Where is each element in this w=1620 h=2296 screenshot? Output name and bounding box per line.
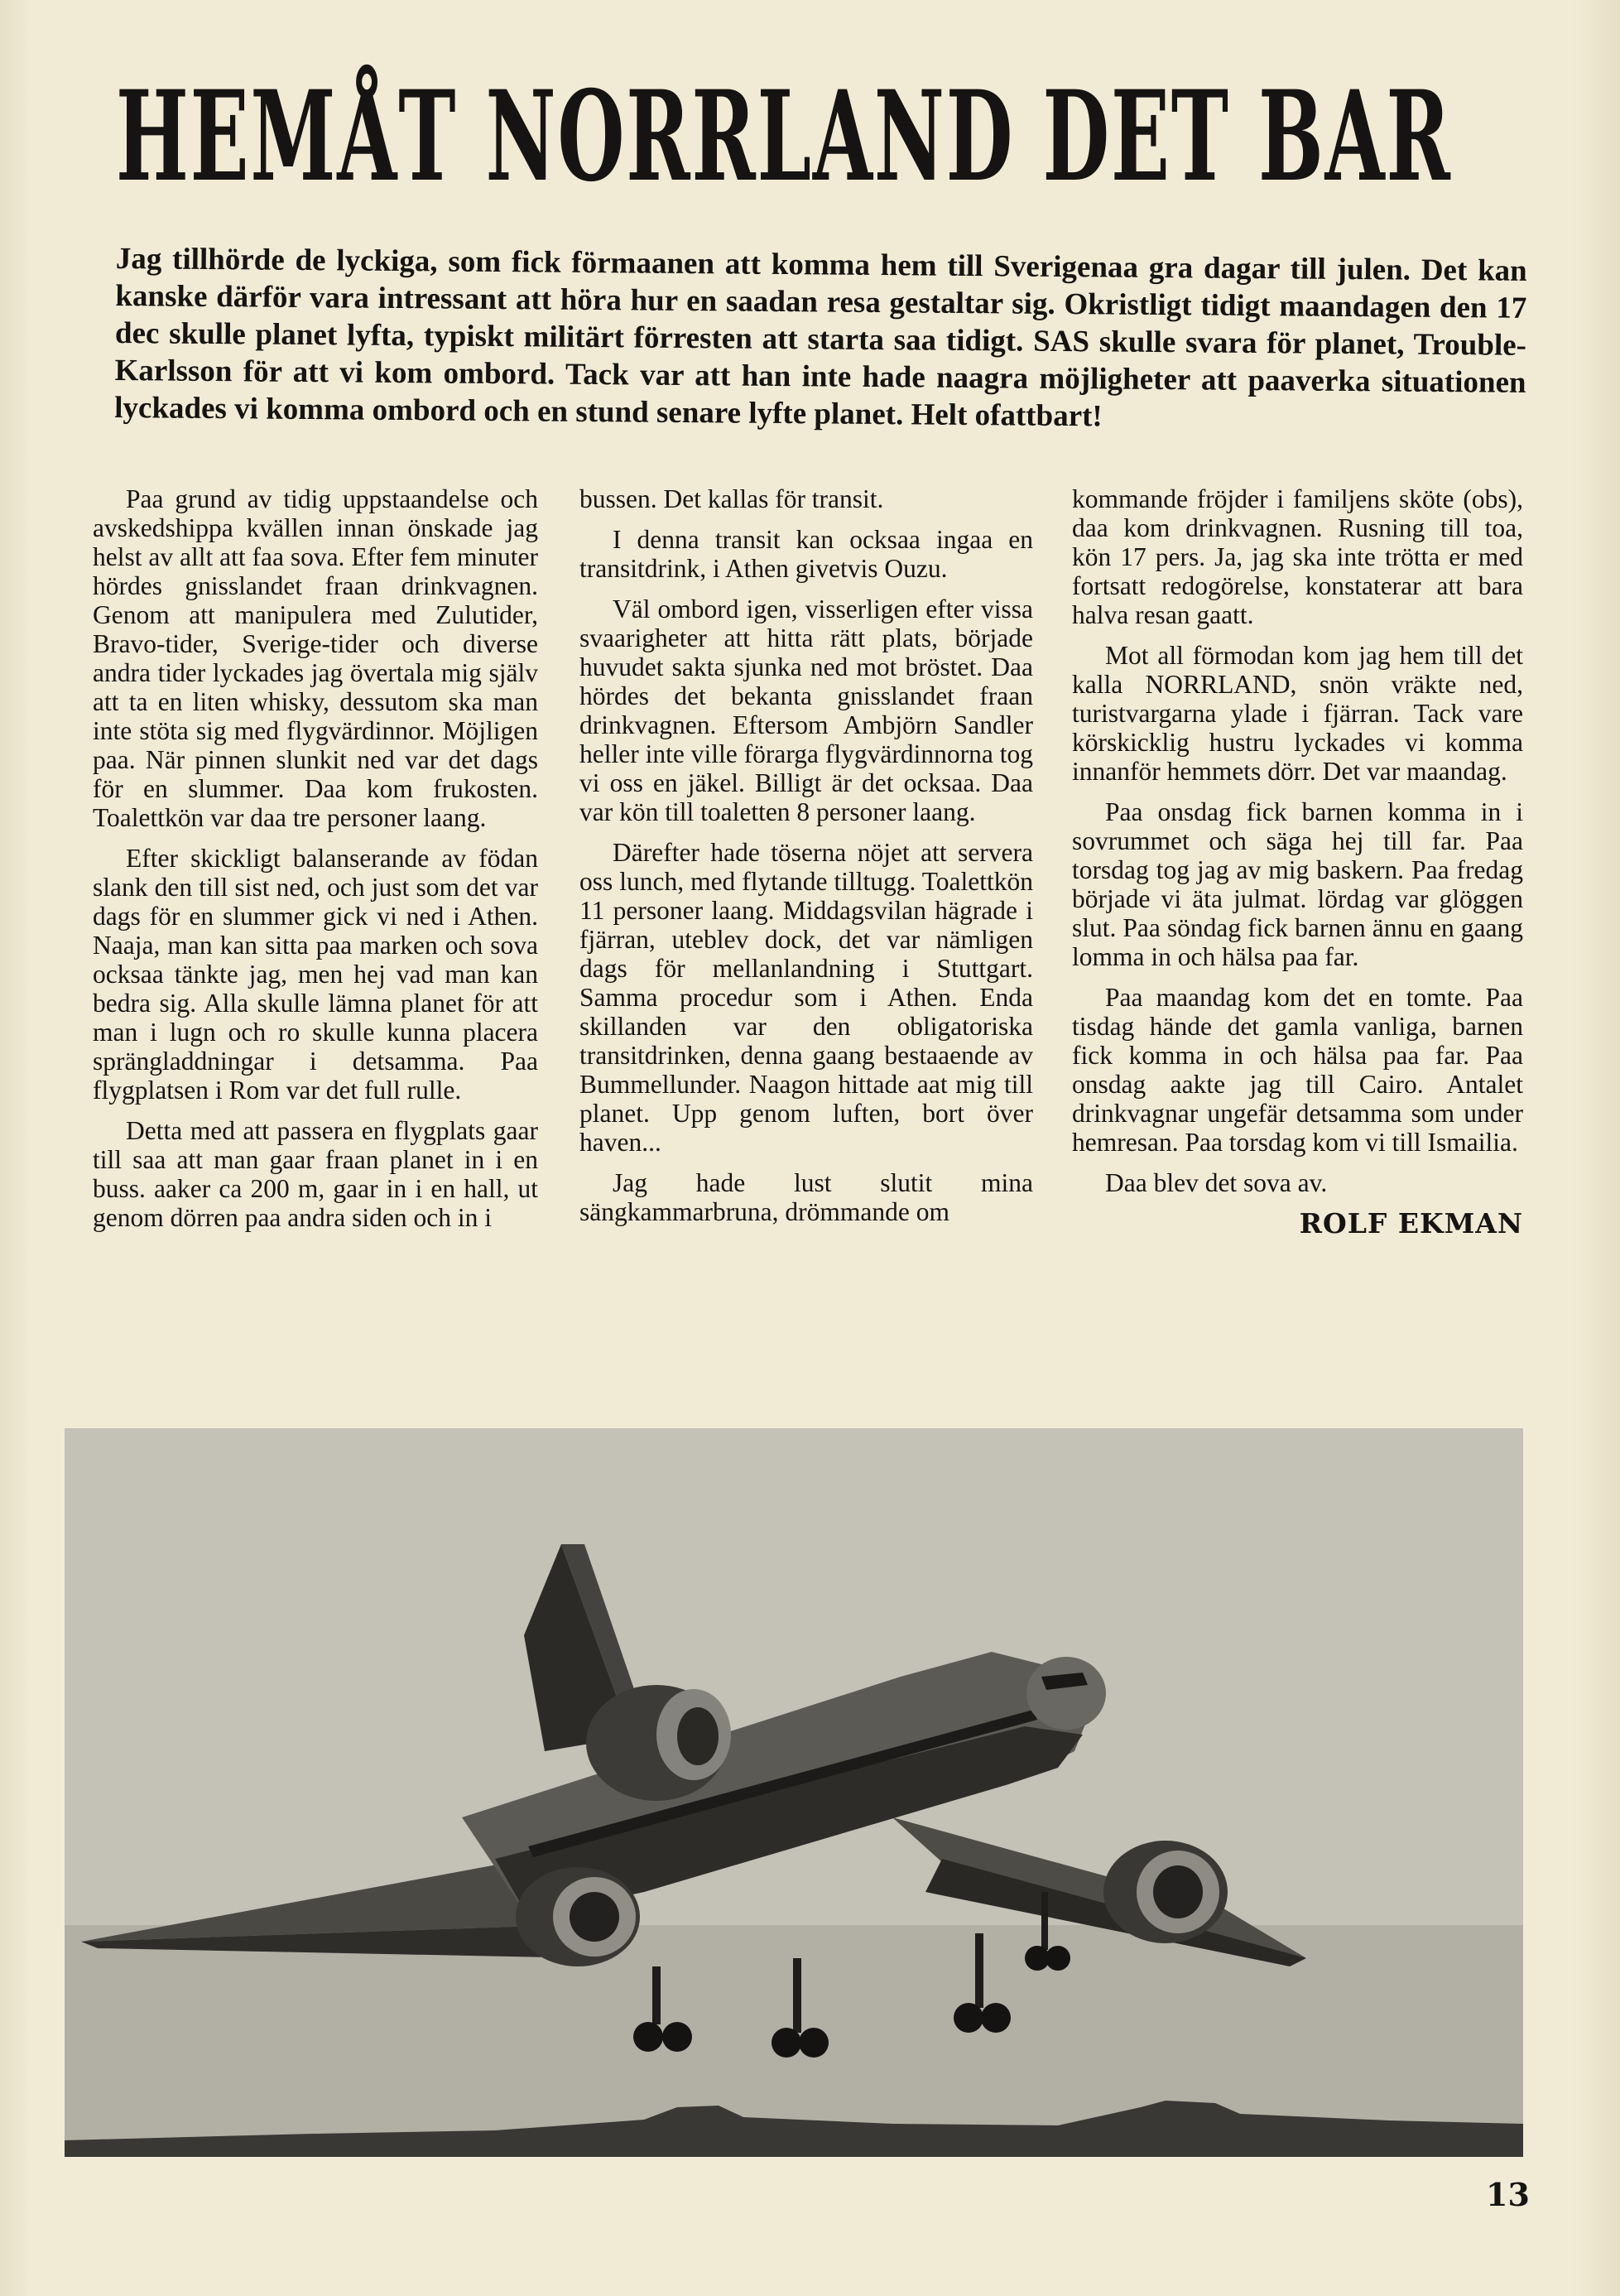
body-column-3 [1072, 484, 1523, 1238]
body-paragraph: bussen. Det kallas för transit. [579, 484, 884, 513]
airplane-photo-illustration [65, 1428, 1523, 2157]
body-column-2 [579, 484, 1033, 1238]
article-headline: HEMÅT NORRLAND DET BAR [116, 64, 1452, 209]
body-paragraph: Detta med att passera en flygplats gaar till saa att man gaar fraan planet in i en buss. aaker ca 200 m, gaar in i en hall, ut genom dörren paa andra siden och in i [93, 1116, 538, 1232]
body-column-1 [93, 484, 538, 1244]
body-paragraph: Mot all förmodan kom jag hem till det kalla NORRLAND, snön vräkte ned, turistvargarna ylade i fjärran. Tack vare körskicklig hustru lyckades vi komma innanför hemmets dörr. Det var maandag. [1072, 641, 1523, 786]
page-number: 13 [1486, 2176, 1530, 2213]
body-paragraph: Efter skickligt balanserande av födan slank den till sist ned, och just som det var dags för en slummer gick vi ned i Athen. Naaja, man kan sitta paa marken och sova ocksaa tänkte jag, men hej vad man kan bedra sig. Alla skulle lämna planet för att man i lugn och ro skulle kunna placera sprängladdningar i detsamma. Paa flygplatsen i Rom var det full rulle. [93, 844, 538, 1105]
article-lead: Jag tillhörde de lyckiga, som fick förmaanen att komma hem till Sverigenaa gra dagar till julen. Det kan kanske därför vara intressant att höra hur en saadan resa gestaltar sig. Okristligt tidigt maandagen den 17 dec skulle planet lyfta, typiskt militärt förresten att starta saa tidigt. SAS skulle svara för planet, Trouble-Karlsson för att vi kom ombord. Tack var att han inte hade naagra möjligheter att paaverka situationen lyckades vi komma ombord och en stund senare lyfte planet. Helt ofattbart! [114, 241, 1527, 434]
body-paragraph: kommande fröjder i familjens sköte (obs), daa kom drinkvagnen. Rusning till toa, kön 17 pers. Ja, jag ska inte trötta er med fortsatt redogörelse, konstaterar att bara halva resan gaatt. [1072, 484, 1523, 629]
body-paragraph: Paa grund av tidig uppstaandelse och avskedshippa kvällen innan önskade jag helst av allt att faa sova. Efter fem minuter hördes gnisslandet fraan drinkvagnen. Genom att manipulera med Zulutider, Bravo-tider, Sverige-tider och diverse andra tider lyckades jag övertala mig själv att ta en liten whisky, dessutom ska man inte stöta sig med flygvärdinnor. Möjligen paa. När pinnen slunkit ned var det dags för en slummer. Daa kom frukosten. Toalettkön var daa tre personer laang. [93, 484, 538, 832]
author-byline: ROLF EKMAN [1299, 1207, 1523, 1239]
body-paragraph: I denna transit kan ocksaa ingaa en transitdrink, i Athen givetvis Ouzu. [579, 525, 1033, 583]
body-paragraph: Jag hade lust slutit mina sängkammarbruna, drömmande om [579, 1168, 1033, 1226]
body-paragraph: Därefter hade töserna nöjet att servera oss lunch, med flytande tilltugg. Toalettkön 11 personer laang. Middagsvilan hägrade i fjärran, uteblev dock, det var nämligen dags för mellanlandning i Stuttgart. Samma procedur som i Athen. Enda skillanden var den obligatoriska transitdrinken, denna gaang bestaaende av Bummellunder. Naagon hittade aat mig till planet. Upp genom luften, bort över haven... [579, 838, 1033, 1157]
body-paragraph: Paa onsdag fick barnen komma in i sovrummet och säga hej till far. Paa torsdag tog jag av mig baskern. Paa fredag började vi äta julmat. lördag var glöggen slut. Paa söndag fick barnen ännu en gaang lomma in och hälsa paa far. [1072, 797, 1523, 971]
body-paragraph: Väl ombord igen, visserligen efter vissa svaarigheter att hitta rätt plats, började huvudet sakta sjunka ned mot bröstet. Daa hördes det bekanta gnisslandet fraan drinkvagnen. Eftersom Ambjörn Sandler heller inte ville förarga flygvärdinnorna tog vi oss en jäkel. Billigt är det ocksaa. Daa var kön till toaletten 8 personer laang. [579, 594, 1033, 826]
body-paragraph: Paa maandag kom det en tomte. Paa tisdag hände det gamla vanliga, barnen fick komma in och hälsa paa far. Paa onsdag aakte jag till Cairo. Antalet drinkvagnar ungefär detsamma som under hemresan. Paa torsdag kom vi till Ismailia. [1072, 983, 1523, 1157]
body-paragraph: Daa blev det sova av. [1105, 1168, 1328, 1197]
airplane-landing-photo [65, 1428, 1523, 2157]
